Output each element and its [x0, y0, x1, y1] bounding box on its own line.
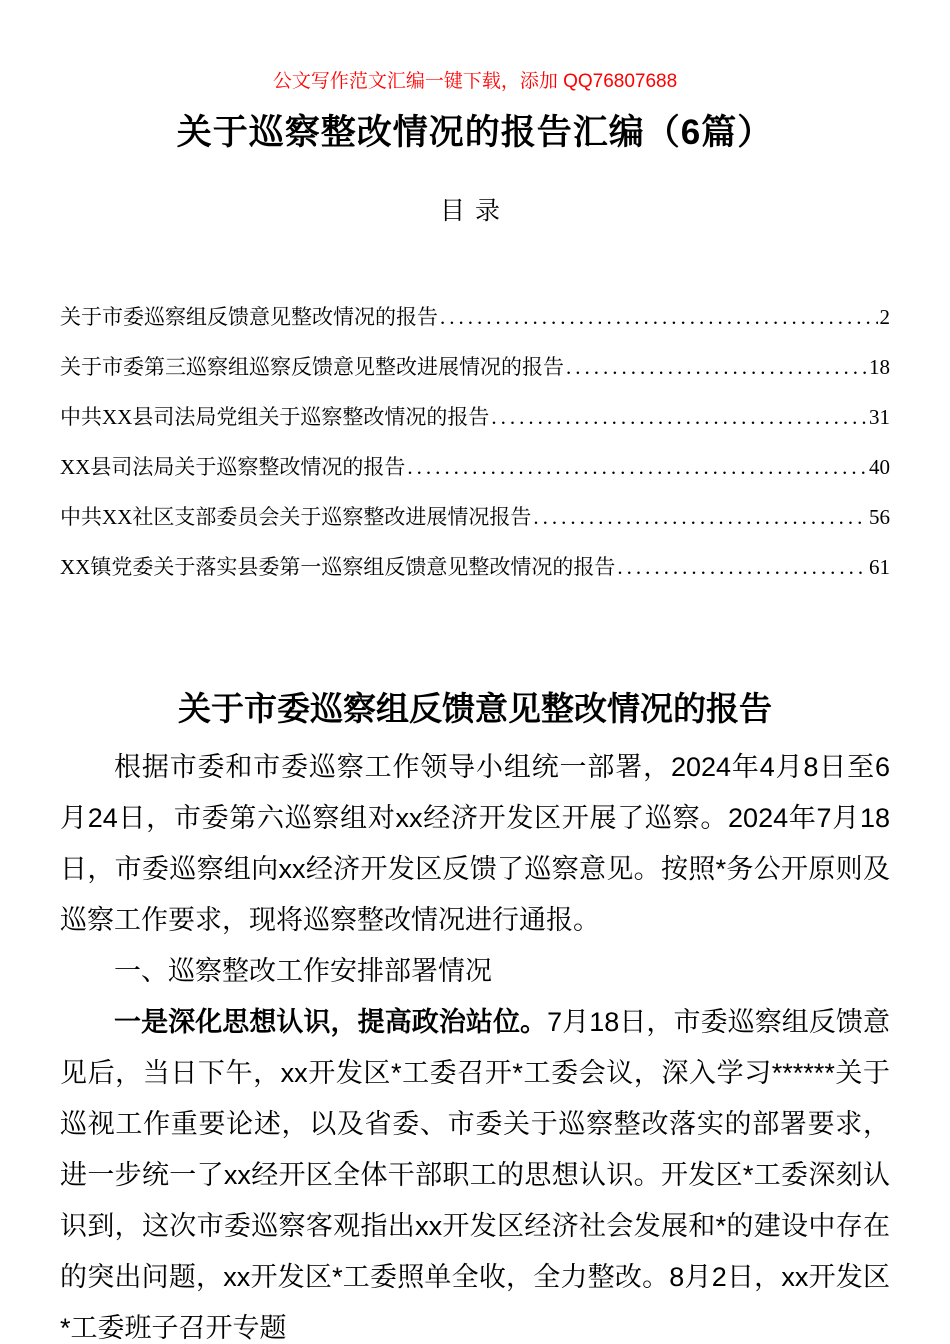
- toc-entry[interactable]: [60, 542, 890, 592]
- article-paragraph-intro: 根据市委和市委巡察工作领导小组统一部署，2024年4月8日至6月24日，市委第六巡察组对xx经济开发区开展了巡察。2024年7月18日，市委巡察组向xx经济开发区反馈了巡察意见。按照*务公开原则及巡察工作要求，现将巡察整改情况进行通报。: [60, 752, 890, 935]
- article-body: [60, 742, 890, 1344]
- toc-entry-label: 关于市委第三巡察组巡察反馈意见整改进展情况的报告: [60, 355, 564, 379]
- toc-entry-label: XX县司法局关于巡察整改情况的报告: [60, 455, 406, 479]
- toc-entry-label: XX镇党委关于落实县委第一巡察组反馈意见整改情况的报告: [60, 555, 616, 579]
- toc-entry-page: 56: [869, 505, 890, 529]
- article-section-heading: 一、巡察整改工作安排部署情况: [114, 956, 492, 986]
- toc-heading: 目录: [439, 198, 510, 225]
- toc-entry-page: 40: [869, 455, 890, 479]
- toc-entry-page: 61: [869, 555, 890, 579]
- toc-entry-label: 中共XX县司法局党组关于巡察整改情况的报告: [60, 405, 490, 429]
- toc-entry[interactable]: [60, 392, 890, 442]
- toc-dot-leader: [617, 542, 867, 592]
- paragraph-body-text: 7月18日，市委巡察组反馈意见后，当日下午，xx开发区*工委召开*工委会议，深入学习******关于巡视工作重要论述，以及省委、市委关于巡察整改落实的部署要求，进一步统一了xx经开区全体干部职工的思想认识。开发区*工委深刻认识到，这次市委巡察客观指出xx开发区经济社会发展和*的建设中存在的突出问题，xx开发区*工委照单全收，全力整改。8月2日，xx开发区*工委班子召开专题: [60, 1007, 890, 1343]
- toc-entry[interactable]: [60, 492, 890, 542]
- toc-dot-leader: [533, 492, 867, 542]
- toc-entry[interactable]: [60, 442, 890, 492]
- toc-entry-label: 关于市委巡察组反馈意见整改情况的报告: [60, 305, 438, 329]
- paragraph-lead-bold: 一是深化思想认识，提高政治站位。: [114, 1007, 548, 1037]
- toc-entry-page: 18: [869, 355, 890, 379]
- toc-dot-leader: [491, 392, 867, 442]
- article-title: 关于市委巡察组反馈意见整改情况的报告: [178, 690, 772, 727]
- article-paragraph-first-point: [60, 997, 890, 1344]
- toc-entry-label: 中共XX社区支部委员会关于巡察整改进展情况报告: [60, 505, 532, 529]
- toc-entry-page: 2: [879, 305, 890, 329]
- document-title: 关于巡察整改情况的报告汇编（6篇）: [176, 113, 774, 152]
- toc-dot-leader: [440, 292, 878, 342]
- toc-dot-leader: [407, 442, 867, 492]
- toc-entry-page: 31: [869, 405, 890, 429]
- toc-entry[interactable]: [60, 292, 890, 342]
- promo-banner: 公文写作范文汇编一键下载，添加 QQ76807688: [272, 71, 678, 92]
- toc-dot-leader: [566, 342, 867, 392]
- toc-entry[interactable]: [60, 342, 890, 392]
- table-of-contents: [60, 292, 890, 592]
